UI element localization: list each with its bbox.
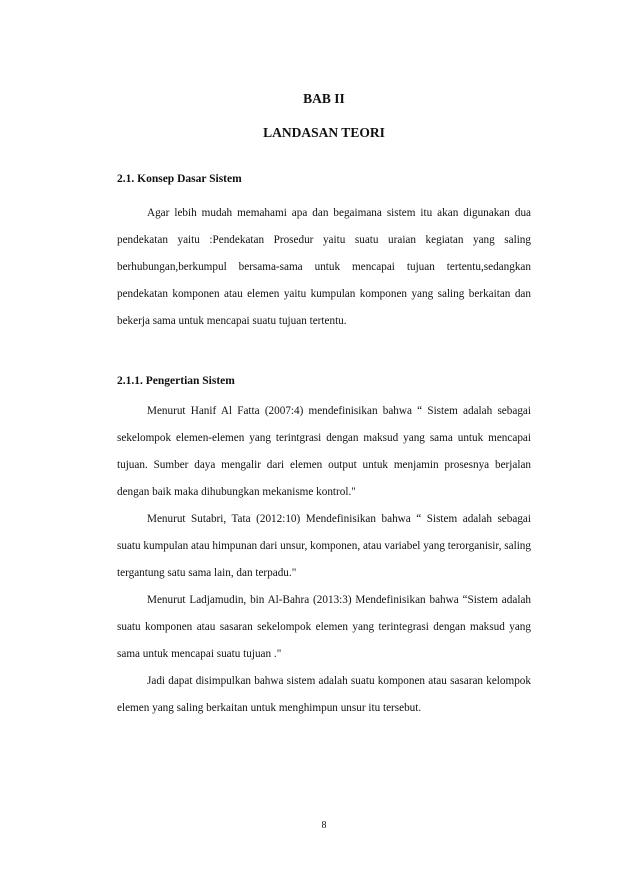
page-number: 8 [321, 820, 327, 831]
section-heading-pengertian: 2.1.1. Pengertian Sistem [117, 375, 235, 387]
chapter-title: LANDASAN TEORI [263, 125, 385, 140]
paragraph: Menurut Sutabri, Tata (2012:10) Mendefinisikan bahwa “ Sistem adalah sebagai suatu kumpulan atau himpunan dari unsur, komponen, atau variabel yang terorganisir, saling tergantung satu sama lain, dan terpadu." [117, 513, 531, 579]
paragraph: Menurut Hanif Al Fatta (2007:4) mendefinisikan bahwa “ Sistem adalah sebagai sekelompok elemen-elemen yang terintgrasi dengan maksud yang sama untuk mencapai tujuan. Sumber daya mengalir dari elemen output untuk menjamin prosesnya berjalan dengan baik maka dihubungkan mekanisme kontrol." [117, 405, 531, 498]
chapter-heading: BAB II [303, 91, 345, 106]
section-heading-konsep: 2.1. Konsep Dasar Sistem [117, 173, 242, 185]
section-body-konsep [117, 200, 531, 335]
paragraph: Jadi dapat disimpulkan bahwa sistem adalah suatu komponen atau sasaran kelompok elemen yang saling berkaitan untuk menghimpun unsur itu tersebut. [117, 675, 531, 714]
paragraph: Menurut Ladjamudin, bin Al-Bahra (2013:3) Mendefinisikan bahwa “Sistem adalah suatu komponen atau sasaran sekelompok elemen yang terintegrasi dengan maksud yang sama untuk mencapai suatu tujuan ." [117, 594, 531, 660]
section-body-pengertian [117, 398, 531, 722]
paragraph: Agar lebih mudah memahami apa dan begaimana sistem itu akan digunakan dua pendekatan yaitu :Pendekatan Prosedur yaitu suatu uraian kegiatan yang saling berhubungan,berkumpul bersama-sama untuk mencapai tujuan tertentu,sedangkan pendekatan komponen atau elemen yaitu kumpulan komponen yang saling berkaitan dan bekerja sama untuk mencapai suatu tujuan tertentu. [117, 207, 531, 327]
